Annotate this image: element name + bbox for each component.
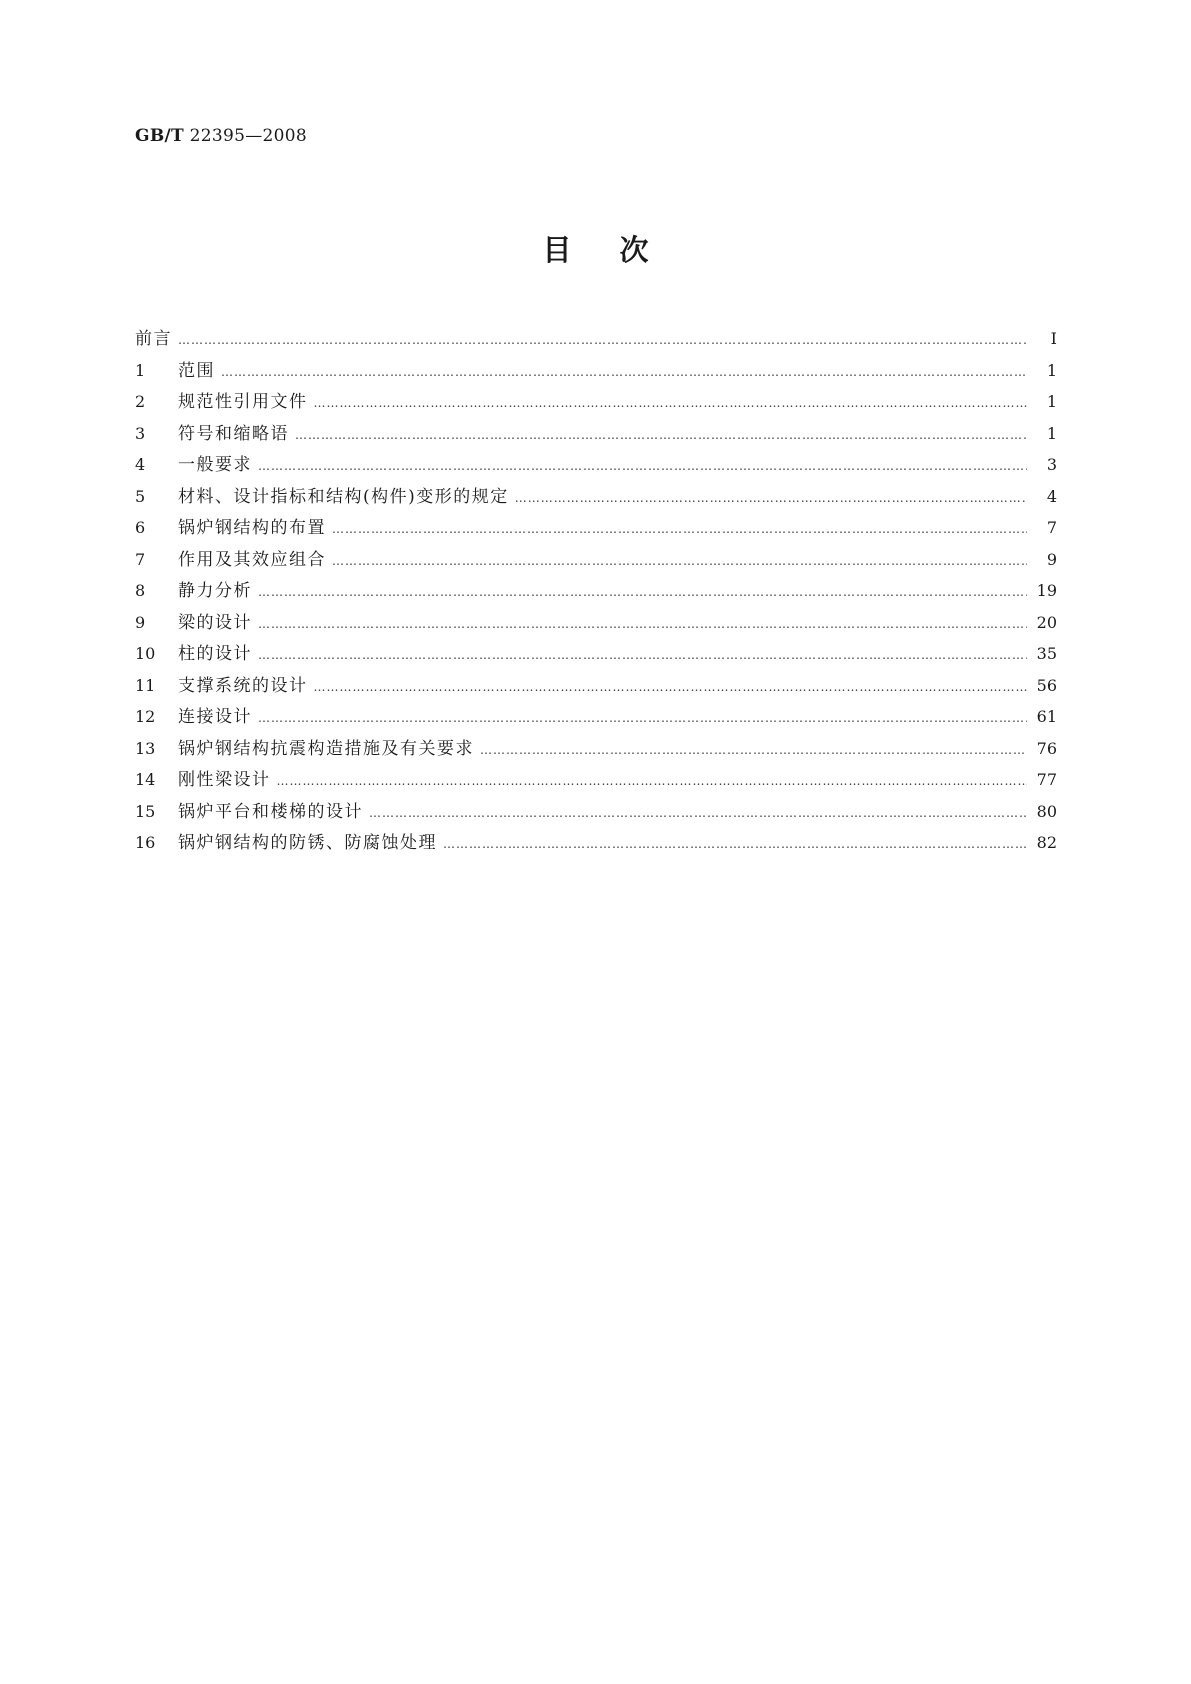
- toc-entry[interactable]: [135, 702, 1057, 734]
- toc-entry[interactable]: [135, 765, 1057, 797]
- toc-entry[interactable]: [135, 356, 1057, 388]
- toc-entry-number: 3: [135, 423, 146, 443]
- toc-entry-title: 刚性梁设计: [178, 770, 271, 790]
- toc-entry-number: 14: [135, 770, 156, 789]
- toc-entry[interactable]: [135, 419, 1057, 451]
- toc-dot-leader: [258, 648, 1027, 662]
- toc-entry-page: 1: [1046, 423, 1057, 443]
- toc-entry-page: Ⅰ: [1050, 329, 1057, 348]
- toc-entry-title: 支撑系统的设计: [178, 675, 308, 696]
- toc-entry-title: 作用及其效应组合: [178, 549, 326, 570]
- toc-entry-number: 12: [135, 707, 156, 726]
- toc-entry-title: 符号和缩略语: [178, 423, 289, 444]
- standard-number: 22395—2008: [189, 126, 308, 146]
- toc-dot-leader: [178, 333, 1027, 347]
- toc-entry-number: 11: [135, 675, 156, 695]
- toc-entry[interactable]: [135, 828, 1057, 860]
- toc-dot-leader: [258, 617, 1027, 631]
- toc-entry-title: 柱的设计: [178, 644, 252, 664]
- standard-code: [135, 126, 307, 146]
- toc-entry-number: 8: [135, 581, 146, 600]
- toc-entry-page: 1: [1046, 392, 1057, 411]
- toc-entry-number: 9: [135, 612, 146, 632]
- toc-entry-title: 连接设计: [178, 707, 252, 727]
- toc-entry-number: 13: [135, 738, 156, 758]
- toc-entry-title: 静力分析: [178, 581, 252, 601]
- toc-entry-title: 锅炉钢结构的防锈、防腐蚀处理: [178, 833, 437, 853]
- toc-entry[interactable]: [135, 734, 1057, 766]
- toc-entry-page: 20: [1036, 612, 1057, 632]
- toc-entry[interactable]: [135, 639, 1057, 671]
- toc-entry[interactable]: [135, 513, 1057, 545]
- page-title: [0, 228, 1191, 269]
- toc-entry-number: 2: [135, 392, 146, 411]
- toc-dot-leader: [369, 806, 1027, 820]
- toc-dot-leader: [314, 396, 1028, 410]
- toc-dot-leader: [443, 837, 1027, 851]
- toc-entry[interactable]: [135, 387, 1057, 419]
- toc-entry-page: 80: [1036, 801, 1057, 821]
- toc-dot-leader: [332, 522, 1027, 536]
- toc-entry-number: 6: [135, 518, 146, 537]
- toc-entry-page: 7: [1046, 518, 1057, 537]
- table-of-contents: [135, 324, 1057, 860]
- toc-entry-number: 5: [135, 486, 146, 506]
- toc-entry-page: 77: [1036, 770, 1057, 789]
- toc-entry-page: 56: [1036, 675, 1057, 695]
- toc-entry[interactable]: [135, 545, 1057, 577]
- toc-entry-title: 规范性引用文件: [178, 392, 308, 412]
- toc-entry-number: 7: [135, 549, 146, 569]
- toc-entry-page: 82: [1036, 833, 1057, 852]
- page-title-char-1: 目: [542, 233, 572, 267]
- toc-entry-page: 61: [1036, 707, 1057, 726]
- toc-entry-title: 锅炉钢结构的布置: [178, 518, 326, 538]
- page-title-char-2: 次: [619, 233, 649, 267]
- toc-dot-leader: [295, 428, 1027, 442]
- toc-entry-title: 范围: [178, 360, 215, 381]
- toc-dot-leader: [277, 774, 1028, 788]
- toc-entry-number: 1: [135, 360, 146, 380]
- toc-dot-leader: [515, 491, 1027, 505]
- toc-entry[interactable]: [135, 450, 1057, 482]
- toc-entry-title: 前言: [135, 329, 172, 349]
- toc-dot-leader: [258, 711, 1027, 725]
- toc-dot-leader: [314, 680, 1028, 694]
- toc-entry-title: 一般要求: [178, 455, 252, 475]
- toc-dot-leader: [480, 743, 1027, 757]
- toc-entry[interactable]: [135, 324, 1057, 356]
- toc-entry-number: 10: [135, 644, 156, 663]
- standard-prefix: GB/T: [135, 126, 184, 146]
- toc-entry[interactable]: [135, 671, 1057, 703]
- toc-dot-leader: [332, 554, 1027, 568]
- toc-entry[interactable]: [135, 797, 1057, 829]
- toc-entry-title: 材料、设计指标和结构(构件)变形的规定: [178, 486, 509, 507]
- toc-entry-number: 15: [135, 801, 156, 821]
- toc-dot-leader: [221, 365, 1027, 379]
- toc-dot-leader: [258, 585, 1027, 599]
- toc-entry-page: 9: [1046, 549, 1057, 569]
- toc-entry-page: 4: [1046, 486, 1057, 506]
- toc-entry-page: 76: [1036, 738, 1057, 758]
- toc-entry-page: 35: [1036, 644, 1057, 663]
- toc-entry-title: 锅炉平台和楼梯的设计: [178, 801, 363, 822]
- toc-entry[interactable]: [135, 576, 1057, 608]
- toc-dot-leader: [258, 459, 1027, 473]
- toc-entry-page: 19: [1036, 581, 1057, 600]
- toc-entry[interactable]: [135, 482, 1057, 514]
- toc-entry-number: 4: [135, 455, 146, 474]
- toc-entry[interactable]: [135, 608, 1057, 640]
- toc-entry-title: 锅炉钢结构抗震构造措施及有关要求: [178, 738, 474, 759]
- toc-entry-title: 梁的设计: [178, 612, 252, 633]
- toc-entry-page: 1: [1046, 360, 1057, 380]
- toc-entry-page: 3: [1046, 455, 1057, 474]
- toc-entry-number: 16: [135, 833, 156, 852]
